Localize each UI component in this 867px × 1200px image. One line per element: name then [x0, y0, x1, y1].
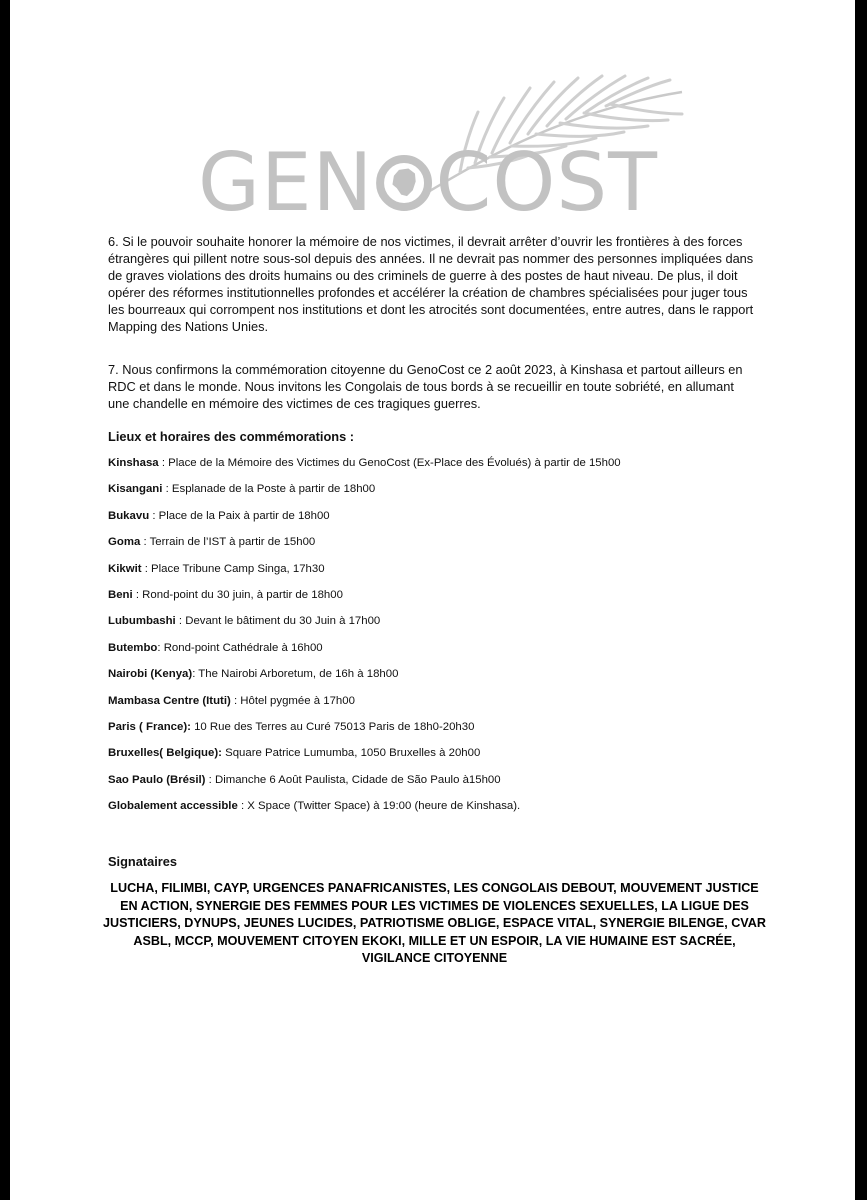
location-item [108, 453, 808, 479]
location-detail: : X Space (Twitter Space) à 19:00 (heure de Kinshasa). [237, 800, 521, 813]
location-detail: : Hôtel pygmée à 17h00 [230, 694, 355, 707]
lieux-heading: Lieux et horaires des commémorations : [108, 429, 355, 444]
location-item [108, 506, 808, 532]
genocost-logo [10, 0, 855, 229]
signataires-list: LUCHA, FILIMBI, CAYP, URGENCES PANAFRICANISTES, LES CONGOLAIS DEBOUT, MOUVEMENT JUSTICE EN ACTION, SYNERGIE DES FEMMES POUR LES VICTIMES DE VIOLENCES SEXUELLES, LA LIGUE DES JUSTICIERS, DYNUPS, JEUNES LUCIDES, PATRIOTISME OBLIGE, ESPACE VITAL, SYNERGIE BILENGE, CVAR ASBL, MCCP, MOUVEMENT CITOYEN EKOKI, MILLE ET UN ESPOIR, LA VIE HUMAINE EST SACRÉE, VIGILANCE CITOYENNE [103, 881, 766, 965]
location-item [108, 796, 808, 822]
location-detail: 10 Rue des Terres au Curé 75013 Paris de 18h0-20h30 [190, 720, 475, 733]
location-detail: : Place Tribune Camp Singa, 17h30 [141, 562, 325, 575]
location-item [108, 479, 808, 505]
location-city: Beni [108, 588, 133, 601]
location-city: Mambasa Centre (Ituti) [108, 694, 231, 707]
location-city: Butembo [108, 641, 158, 654]
location-city: Kinshasa [108, 457, 159, 469]
location-item [108, 717, 808, 743]
location-city: Kikwit [108, 562, 142, 575]
location-detail: Square Patrice Lumumba, 1050 Bruxelles à 20h00 [221, 747, 481, 760]
location-city: Lubumbashi [108, 615, 176, 628]
location-detail: : Dimanche 6 Août Paulista, Cidade de São Paulo à15h00 [205, 773, 501, 786]
location-detail: : Rond-point du 30 juin, à partir de 18h00 [132, 588, 343, 601]
logo-text-gen: GEN [198, 136, 374, 229]
location-city: Kisangani [108, 483, 163, 496]
location-item [108, 611, 808, 637]
location-city: Goma [108, 536, 141, 549]
location-detail: : Esplanade de la Poste à partir de 18h00 [162, 483, 376, 496]
location-detail: : The Nairobi Arboretum, de 16h à 18h00 [192, 668, 399, 681]
location-item [108, 770, 808, 796]
location-city: Bruxelles( Belgique): [108, 747, 222, 760]
location-item [108, 638, 808, 664]
location-detail: : Place de la Paix à partir de 18h00 [149, 509, 330, 522]
drc-map-in-o-icon [375, 144, 433, 222]
locations-list [108, 453, 808, 822]
location-city: Sao Paulo (Brésil) [108, 773, 206, 786]
paragraph-6: 6. Si le pouvoir souhaite honorer la mémoire de nos victimes, il devrait arrêter d’ouvrir les frontières à des forces étrangères qui pillent notre sous-sol depuis des années. Il ne devrait pas nommer des personnes impliquées dans de graves violations des droits humains ou des criminels de guerre à des postes de haut niveau. De plus, il doit opérer des réformes institutionnelles profondes et accélérer la création de chambres spécialisées pour juger tous les bourreaux qui corrompent nos institutions et dont les atrocités sont documentées, entre autres, dans le rapport Mapping des Nations Unies. [108, 234, 754, 334]
location-item [108, 691, 808, 717]
location-city: Nairobi (Kenya) [108, 668, 193, 681]
location-item [108, 743, 808, 769]
location-detail: : Place de la Mémoire des Victimes du GenoCost (Ex-Place des Évolués) à partir de 15h00 [158, 457, 621, 469]
location-detail: : Terrain de l’IST à partir de 15h00 [140, 536, 316, 549]
signataires-heading: Signataires [108, 854, 177, 869]
logo-wordmark [198, 138, 658, 228]
location-item [108, 532, 808, 558]
document-page [10, 0, 855, 1200]
location-item [108, 664, 808, 690]
location-item [108, 585, 808, 611]
location-item [108, 559, 808, 585]
location-city: Globalement accessible [108, 800, 238, 813]
location-detail: : Rond-point Cathédrale à 16h00 [157, 641, 323, 654]
logo-text-cost: COST [435, 136, 658, 229]
location-detail: : Devant le bâtiment du 30 Juin à 17h00 [175, 615, 381, 628]
location-city: Paris ( France): [108, 720, 191, 733]
paragraph-7: 7. Nous confirmons la commémoration citoyenne du GenoCost ce 2 août 2023, à Kinshasa et partout ailleurs en RDC et dans le monde. Nous invitons les Congolais de tous bords à se recueillir en toute sobriété, en allumant une chandelle en mémoire des victimes de ces tragiques guerres. [108, 362, 743, 411]
location-city: Bukavu [108, 509, 150, 522]
